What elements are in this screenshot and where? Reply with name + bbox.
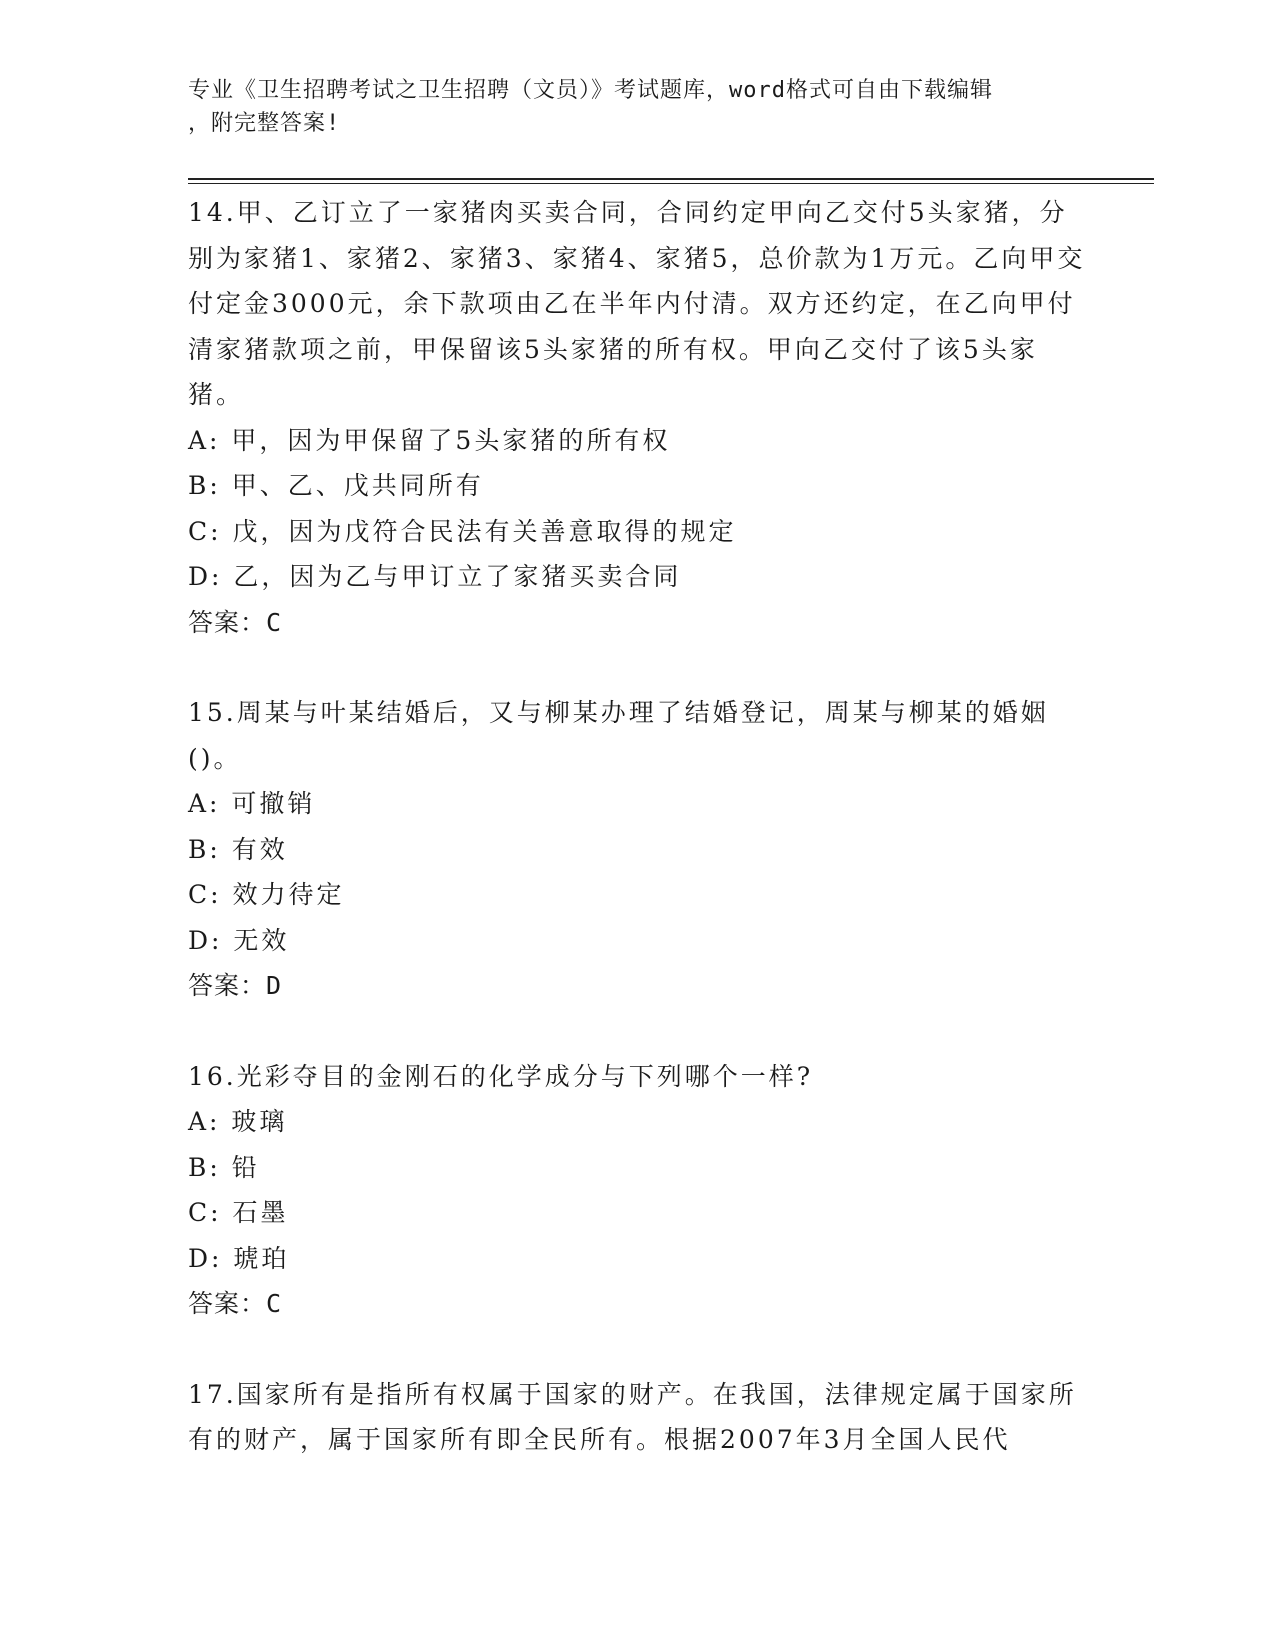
header-divider-thick [188,178,1154,180]
question-list [188,190,1088,1508]
question-text: 17.国家所有是指所有权属于国家的财产。在我国，法律规定属于国家所有的财产，属于国家所有即全民所有。根据2007年3月全国人民代 [188,1379,1077,1454]
header-line-2: ，附完整答案! [188,111,341,136]
option-c: C: 戊，因为戊符合民法有关善意取得的规定 [188,516,737,546]
answer-label: 答案：C [188,607,283,637]
option-d: D: 琥珀 [188,1243,290,1273]
question-16 [188,1054,1088,1327]
question-text: 14.甲、乙订立了一家猪肉买卖合同，合同约定甲向乙交付5头家猪，分别为家猪1、家猪2、家猪3、家猪4、家猪5，总价款为1万元。乙向甲交付定金3000元，余下款项由乙在半年内付清。双方还约定，在乙向甲付清家猪款项之前，甲保留该5头家猪的所有权。甲向乙交付了该5头家猪。 [188,198,1086,409]
question-text: 16.光彩夺目的金刚石的化学成分与下列哪个一样? [188,1061,814,1091]
question-15 [188,690,1088,1009]
option-b: B: 甲、乙、戊共同所有 [188,471,484,500]
option-a: A: 玻璃 [188,1107,288,1136]
answer-label: 答案：C [188,1289,283,1318]
option-a: A: 甲，因为甲保留了5头家猪的所有权 [188,425,671,455]
option-b: B: 铅 [188,1152,260,1182]
question-14 [188,190,1088,645]
question-text: 15.周某与叶某结婚后，又与柳某办理了结婚登记，周某与柳某的婚姻()。 [188,698,1049,773]
header-line-1: 专业《卫生招聘考试之卫生招聘（文员）》考试题库，word格式可自由下载编辑 [188,78,993,103]
header-divider-thin [188,183,1154,184]
option-d: D: 无效 [188,925,290,955]
option-b: B: 有效 [188,834,288,864]
option-c: C: 效力待定 [188,880,345,909]
answer-label: 答案：D [188,971,283,1000]
question-17 [188,1372,1088,1463]
option-c: C: 石墨 [188,1198,289,1227]
option-d: D: 乙，因为乙与甲订立了家猪买卖合同 [188,562,682,591]
document-header [188,74,1068,140]
option-a: A: 可撤销 [188,789,316,818]
